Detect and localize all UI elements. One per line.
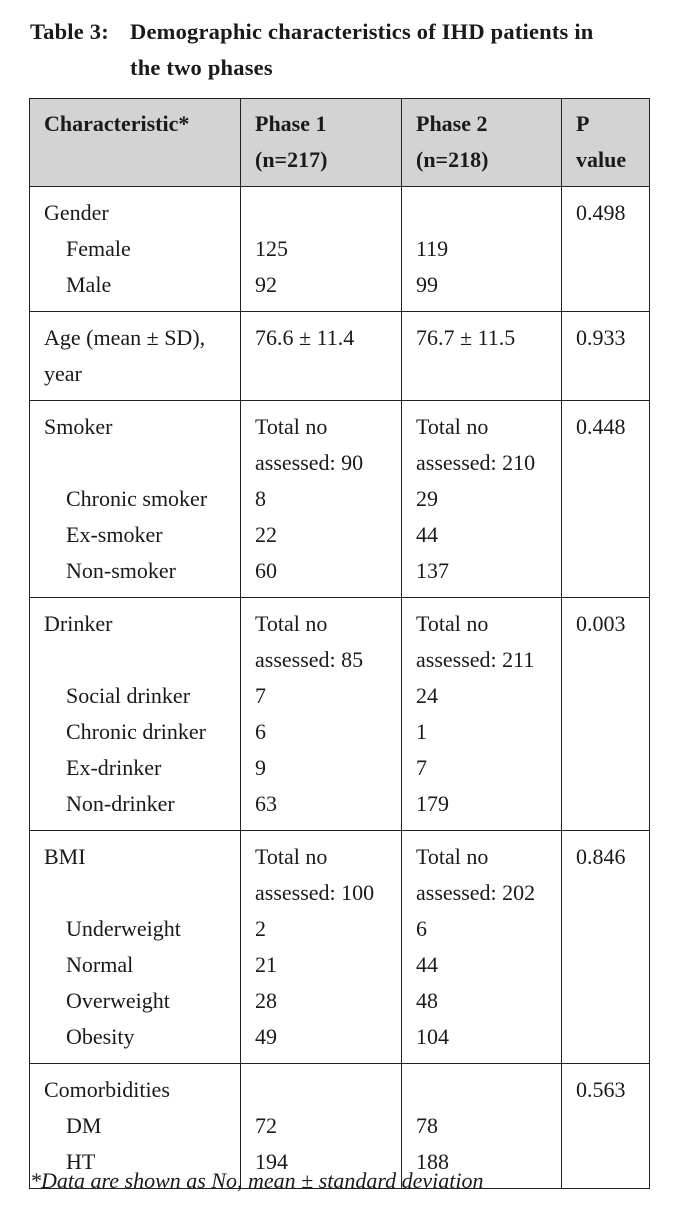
comorbidities-label: Comorbidities xyxy=(44,1077,170,1102)
cell-value: 78 xyxy=(416,1113,438,1138)
cell-value: 21 xyxy=(255,952,277,977)
gender-p-value: 0.498 xyxy=(562,187,650,312)
smoker-phase1: Total no assessed: 90 8 22 60 xyxy=(241,401,402,598)
drinker-label: Drinker xyxy=(44,611,113,636)
cell-value: 92 xyxy=(255,272,277,297)
age-phase1: 76.6 ± 11.4 xyxy=(241,312,402,401)
smoker-phase2: Total no assessed: 210 29 44 137 xyxy=(402,401,562,598)
cell-value: 6 xyxy=(255,719,266,744)
cell-value: 137 xyxy=(416,558,449,583)
table-title-line1: Demographic characteristics of IHD patients in xyxy=(130,19,594,44)
cell-value: 44 xyxy=(416,952,438,977)
cell-value: 119 xyxy=(416,236,449,261)
cell-value: 7 xyxy=(416,755,427,780)
cell-value: 22 xyxy=(255,522,277,547)
cell-value: 6 xyxy=(416,916,427,941)
demographics-table xyxy=(29,98,650,1189)
cell-value: 28 xyxy=(255,988,277,1013)
cell-value: 1 xyxy=(416,719,427,744)
gender-label: Gender xyxy=(44,200,109,225)
drinker-labels xyxy=(30,598,241,831)
cell-value: 7 xyxy=(255,683,266,708)
row-label: HT xyxy=(66,1149,96,1174)
row-label: DM xyxy=(66,1113,102,1138)
age-labels xyxy=(30,312,241,401)
smoker-p-value: 0.448 xyxy=(562,401,650,598)
row-label: Ex-drinker xyxy=(66,755,162,780)
row-label: Underweight xyxy=(66,916,181,941)
cell-value: 8 xyxy=(255,486,266,511)
gender-phase1 xyxy=(241,187,402,312)
gender-labels xyxy=(30,187,241,312)
age-p-value: 0.933 xyxy=(562,312,650,401)
row-label: Obesity xyxy=(66,1024,135,1049)
comorbidities-p-value: 0.563 xyxy=(562,1064,650,1189)
table-caption xyxy=(30,14,660,86)
cell-value: 104 xyxy=(416,1024,449,1049)
cell-value: 179 xyxy=(416,791,449,816)
cell-value: 60 xyxy=(255,558,277,583)
age-section xyxy=(30,312,650,401)
row-label: Female xyxy=(66,236,131,261)
row-label: Ex-smoker xyxy=(66,522,163,547)
cell-value: 188 xyxy=(416,1149,449,1174)
table-footnote: *Data are shown as No, mean ± standard deviation xyxy=(30,1168,484,1193)
bmi-labels xyxy=(30,831,241,1064)
bmi-section xyxy=(30,831,650,1064)
drinker-p-value: 0.003 xyxy=(562,598,650,831)
cell-value: 99 xyxy=(416,272,438,297)
table-label: Table 3: xyxy=(30,19,109,44)
cell-value: 9 xyxy=(255,755,266,780)
cell-value: 48 xyxy=(416,988,438,1013)
smoker-labels xyxy=(30,401,241,598)
header-characteristic: Characteristic* xyxy=(30,99,241,187)
drinker-phase1: Total no assessed: 85 7 6 9 63 xyxy=(241,598,402,831)
header-phase1: Phase 1 (n=217) xyxy=(241,99,402,187)
header-phase2: Phase 2 (n=218) xyxy=(402,99,562,187)
age-phase2: 76.7 ± 11.5 xyxy=(402,312,562,401)
row-label: Normal xyxy=(66,952,134,977)
cell-value: 29 xyxy=(416,486,438,511)
header-row xyxy=(30,99,650,187)
bmi-p-value: 0.846 xyxy=(562,831,650,1064)
cell-value: 44 xyxy=(416,522,438,547)
cell-value: 24 xyxy=(416,683,438,708)
smoker-label: Smoker xyxy=(44,414,113,439)
drinker-section xyxy=(30,598,650,831)
cell-value: 49 xyxy=(255,1024,277,1049)
row-label: Non-smoker xyxy=(66,558,176,583)
row-label: Chronic smoker xyxy=(66,486,208,511)
header-p-value: P value xyxy=(562,99,650,187)
cell-value: 63 xyxy=(255,791,277,816)
bmi-phase2: Total no assessed: 202 6 44 48 104 xyxy=(402,831,562,1064)
row-label: Overweight xyxy=(66,988,170,1013)
gender-section xyxy=(30,187,650,312)
row-label: Non-drinker xyxy=(66,791,175,816)
row-label: Social drinker xyxy=(66,683,191,708)
drinker-phase2: Total no assessed: 211 24 1 7 179 xyxy=(402,598,562,831)
age-label: Age (mean ± SD), xyxy=(44,325,206,350)
bmi-label: BMI xyxy=(44,844,86,869)
cell-value: 125 xyxy=(255,236,288,261)
gender-phase2 xyxy=(402,187,562,312)
age-label-unit: year xyxy=(44,361,82,386)
row-label: Chronic drinker xyxy=(66,719,206,744)
bmi-phase1: Total no assessed: 100 2 21 28 49 xyxy=(241,831,402,1064)
smoker-section xyxy=(30,401,650,598)
cell-value: 72 xyxy=(255,1113,277,1138)
cell-value: 2 xyxy=(255,916,266,941)
table-title-line2: the two phases xyxy=(130,55,273,80)
row-label: Male xyxy=(66,272,112,297)
cell-value: 194 xyxy=(255,1149,288,1174)
